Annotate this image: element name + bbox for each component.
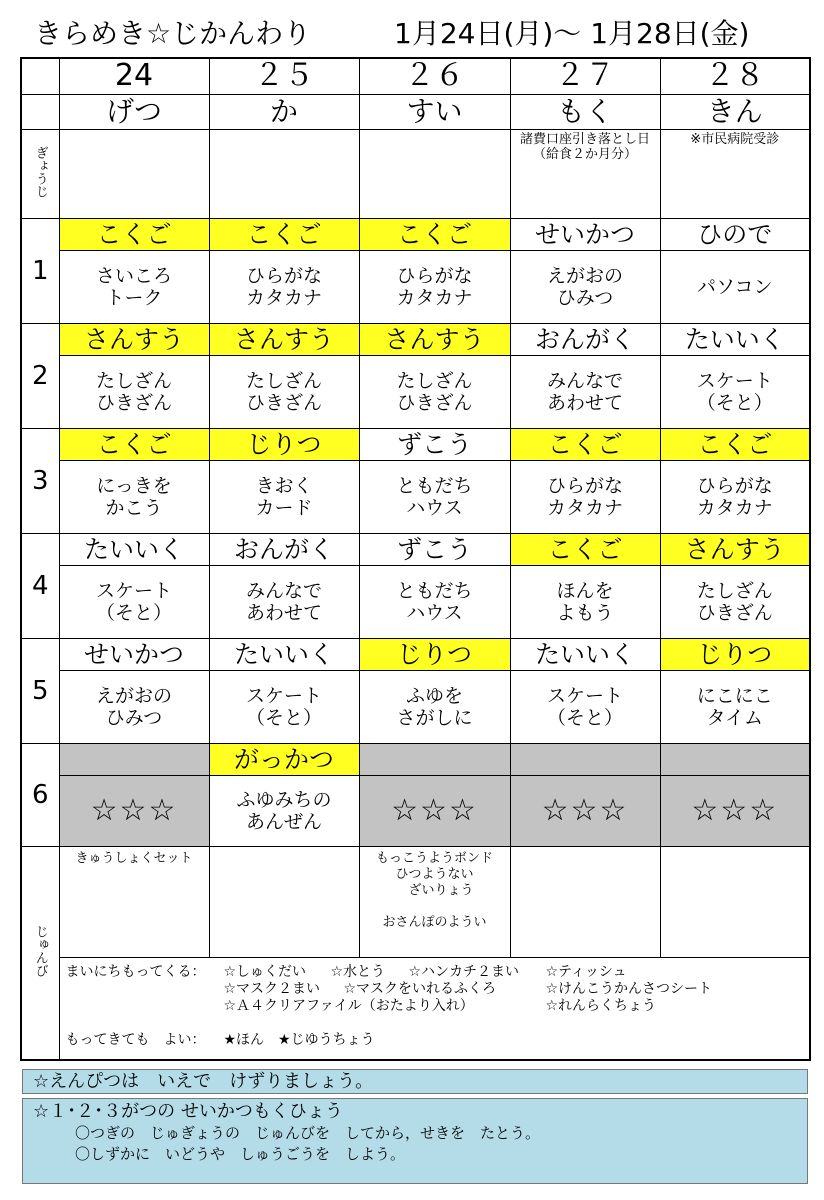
subject-cell [359, 743, 510, 775]
period-content-row [21, 250, 810, 323]
day-number: ２６ [359, 58, 510, 94]
daily-item: ☆水とう [330, 963, 386, 980]
daily-item: ☆マスク２まい [223, 980, 321, 997]
gyouji-label-cell [21, 129, 59, 218]
prep-note: もっこうようボンド ひつようない ざいりょう おさんぽのようい [359, 846, 510, 957]
daily-item: ☆しゅくだい [223, 963, 307, 980]
subject-cell [59, 743, 209, 775]
day-number-row [21, 58, 810, 94]
corner-cell [21, 58, 59, 94]
lesson-cell: みんなで あわせて [209, 565, 359, 638]
day-name-row [21, 94, 810, 129]
daily-item: ☆ハンカチ２まい [408, 963, 520, 980]
lesson-cell: さいころ トーク [59, 250, 209, 323]
lesson-cell: パソコン [660, 250, 810, 323]
stars-cell: ☆☆☆ [660, 775, 810, 846]
subject-cell: たいいく [59, 533, 209, 565]
period-content-row [21, 460, 810, 533]
lesson-cell: スケート （そと） [510, 670, 660, 743]
subject-cell: こくご [359, 218, 510, 250]
gyouji-note [59, 129, 209, 218]
period-subject-row [21, 323, 810, 355]
subject-cell: こくご [59, 218, 209, 250]
day-number: ２８ [660, 58, 810, 94]
subject-cell: ずこう [359, 533, 510, 565]
lesson-cell: きおく カード [209, 460, 359, 533]
stars-cell: ☆☆☆ [59, 775, 209, 846]
day-number: ２７ [510, 58, 660, 94]
prep-note [510, 846, 660, 957]
day-number: ２５ [209, 58, 359, 94]
gyouji-note: 諸費口座引き落とし日 （給食２か月分） [510, 129, 660, 218]
gyouji-row [21, 129, 810, 218]
period-content-row [21, 565, 810, 638]
lesson-cell: ひらがな カタカナ [359, 250, 510, 323]
lesson-cell: スケート （そと） [660, 355, 810, 428]
prep-note [660, 846, 810, 957]
timetable [20, 57, 811, 1061]
day-name: げつ [59, 94, 209, 129]
daily-items-cell [59, 957, 810, 1060]
daily-row-1 [66, 964, 806, 981]
lesson-cell: たしざん ひきざん [359, 355, 510, 428]
prep-note: きゅうしょくセット [59, 846, 209, 957]
subject-cell: せいかつ [59, 638, 209, 670]
period-number: 5 [21, 638, 59, 743]
subject-cell: こくご [59, 428, 209, 460]
subject-cell: がっかつ [209, 743, 359, 775]
day-name: か [209, 94, 359, 129]
period-subject-row [21, 638, 810, 670]
subject-cell [510, 743, 660, 775]
subject-cell: ひので [660, 218, 810, 250]
period-content-row [21, 355, 810, 428]
junbi-label-cell [21, 846, 59, 1060]
goals-heading: ☆１･２･３がつの せいかつもくひょう [33, 1101, 343, 1122]
corner-cell [21, 94, 59, 129]
lesson-cell: ともだち ハウス [359, 460, 510, 533]
daily-row [21, 957, 810, 1060]
period-subject-row [21, 743, 810, 775]
lesson-cell: ふゆみちの あんぜん [209, 775, 359, 846]
subject-cell: おんがく [510, 323, 660, 355]
period-subject-row [21, 218, 810, 250]
day-number: 24 [59, 58, 209, 94]
period-number: 2 [21, 323, 59, 428]
lesson-cell: ひらがな カタカナ [209, 250, 359, 323]
stars-cell: ☆☆☆ [510, 775, 660, 846]
junbi-row [21, 846, 810, 957]
date-range: 1月24日(月)〜 1月28日(金) [394, 17, 750, 50]
lesson-cell: にっきを かこう [59, 460, 209, 533]
subject-cell [660, 743, 810, 775]
goal-line: 〇しずかに いどうや しゅうごうを しよう。 [75, 1145, 406, 1163]
period-number: 6 [21, 743, 59, 846]
subject-cell: こくご [510, 533, 660, 565]
period-number: 1 [21, 218, 59, 323]
lesson-cell: ひらがな カタカナ [660, 460, 810, 533]
subject-cell: せいかつ [510, 218, 660, 250]
prep-note [209, 846, 359, 957]
subject-cell: じりつ [359, 638, 510, 670]
lesson-cell: にこにこ タイム [660, 670, 810, 743]
lesson-cell: ふゆを さがしに [359, 670, 510, 743]
subject-cell: たいいく [209, 638, 359, 670]
gyouji-note: ※市民病院受診 [660, 129, 810, 218]
optional-label: もってきても よい： [65, 1031, 206, 1048]
subject-cell: さんすう [209, 323, 359, 355]
optional-row [66, 1032, 806, 1049]
day-name: もく [510, 94, 660, 129]
daily-item: ☆けんこうかんさつシート [545, 980, 713, 997]
daily-item: ☆マスクをいれるふくろ [343, 980, 497, 997]
period-subject-row [21, 428, 810, 460]
subject-cell: たいいく [660, 323, 810, 355]
subject-cell: こくご [510, 428, 660, 460]
subject-cell: さんすう [660, 533, 810, 565]
lesson-cell: たしざん ひきざん [209, 355, 359, 428]
subject-cell: さんすう [359, 323, 510, 355]
goals-box [22, 1098, 808, 1184]
gyouji-note [359, 129, 510, 218]
gyouji-note [209, 129, 359, 218]
lesson-cell: ひらがな カタカナ [510, 460, 660, 533]
lesson-cell: ほんを よもう [510, 565, 660, 638]
lesson-cell: スケート （そと） [209, 670, 359, 743]
daily-item: ☆Ａ４クリアファイル（おたより入れ） [223, 997, 474, 1014]
page-title: きらめき☆じかんわり [34, 17, 312, 50]
subject-cell: おんがく [209, 533, 359, 565]
period-number: 4 [21, 533, 59, 638]
period-subject-row [21, 533, 810, 565]
lesson-cell: みんなで あわせて [510, 355, 660, 428]
lesson-cell: えがおの ひみつ [510, 250, 660, 323]
subject-cell: さんすう [59, 323, 209, 355]
daily-row-2 [66, 981, 806, 998]
lesson-cell: ともだち ハウス [359, 565, 510, 638]
gyouji-label: ぎょうじ [32, 145, 48, 198]
goal-line: 〇つぎの じゅぎょうの じゅんびを してから，せきを たとう。 [75, 1124, 541, 1142]
subject-cell: ずこう [359, 428, 510, 460]
junbi-label: じゅんび [32, 924, 48, 977]
daily-item: ☆ティッシュ [545, 963, 627, 980]
day-name: すい [359, 94, 510, 129]
subject-cell: じりつ [660, 638, 810, 670]
subject-cell: じりつ [209, 428, 359, 460]
daily-item: ☆れんらくちょう [545, 997, 657, 1014]
optional-items: ★ほん ★じゆうちょう [223, 1031, 375, 1048]
subject-cell: こくご [209, 218, 359, 250]
daily-label: まいにちもってくる： [65, 963, 206, 980]
period-content-row [21, 670, 810, 743]
daily-row-3 [66, 998, 806, 1015]
lesson-cell: たしざん ひきざん [59, 355, 209, 428]
lesson-cell: えがおの ひみつ [59, 670, 209, 743]
subject-cell: たいいく [510, 638, 660, 670]
stars-cell: ☆☆☆ [359, 775, 510, 846]
day-name: きん [660, 94, 810, 129]
pencil-notice: ☆えんぴつは いえで けずりましょう。 [22, 1069, 808, 1094]
subject-cell: こくご [660, 428, 810, 460]
lesson-cell: スケート （そと） [59, 565, 209, 638]
period-number: 3 [21, 428, 59, 533]
period-content-row [21, 775, 810, 846]
lesson-cell: たしざん ひきざん [660, 565, 810, 638]
